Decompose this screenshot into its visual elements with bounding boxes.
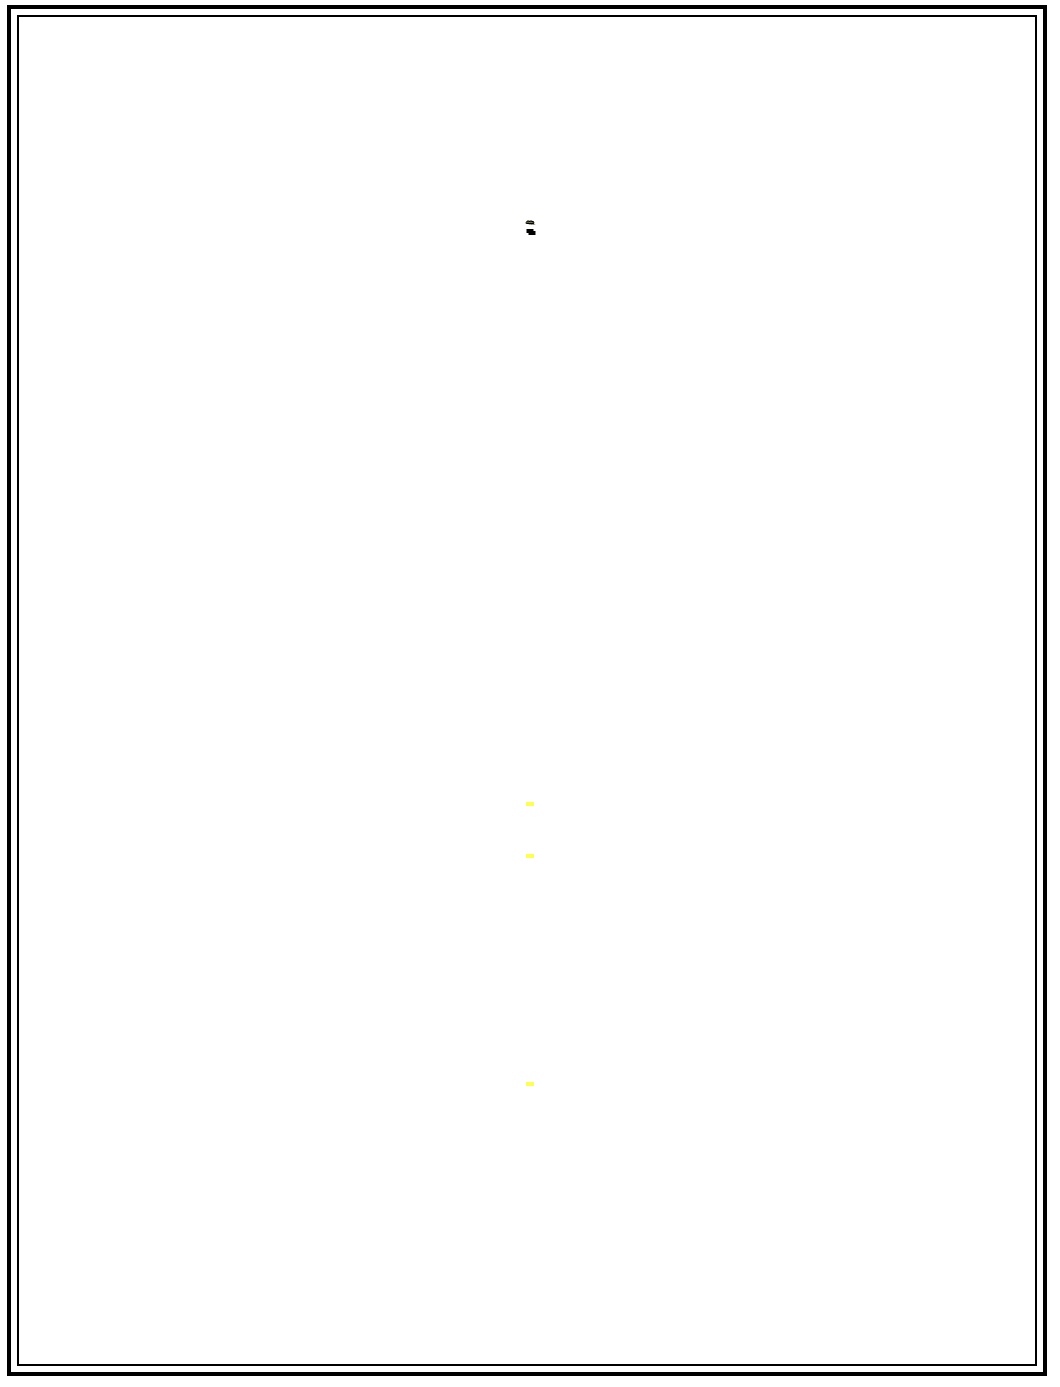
inner-border	[17, 15, 1037, 1366]
logo-text: .GcSc.	[526, 222, 534, 224]
top-prize	[526, 802, 534, 806]
tees-info	[526, 1082, 534, 1086]
random-flight-prize	[526, 854, 534, 858]
gcsc-logo	[0, 222, 1060, 224]
